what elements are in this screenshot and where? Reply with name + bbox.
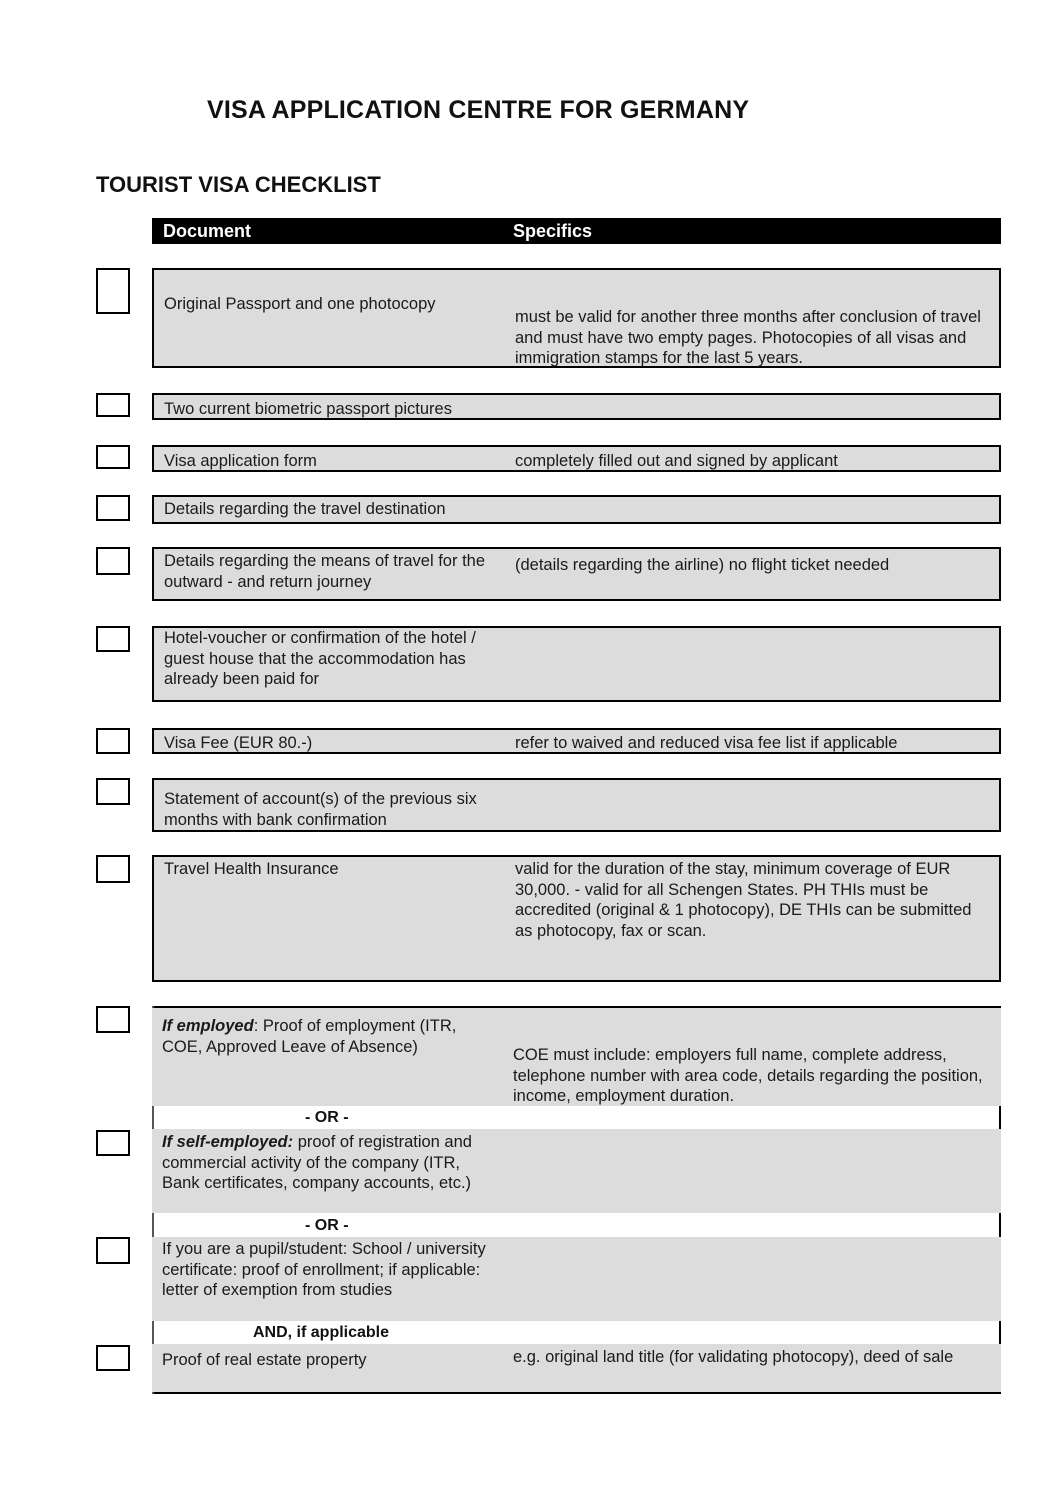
row-document: Details regarding the means of travel for the outward - and return journey — [164, 552, 486, 591]
employed-body: : Proof of employment (ITR, COE, Approved Leave of Absence) — [162, 1017, 457, 1056]
table-row — [152, 778, 1001, 832]
or-separator: - OR - — [305, 1217, 349, 1234]
table-row — [152, 393, 1001, 420]
checkbox-passport[interactable] — [96, 268, 130, 314]
row-document: Details regarding the travel destination — [164, 500, 446, 518]
table-row — [152, 495, 1001, 524]
checklist-title: TOURIST VISA CHECKLIST — [96, 172, 381, 197]
table-row — [152, 445, 1001, 472]
table-row — [152, 855, 1001, 982]
table-row — [152, 626, 1001, 702]
checkbox-application-form[interactable] — [96, 445, 130, 469]
checkbox-health-insurance[interactable] — [96, 855, 130, 883]
page-title: VISA APPLICATION CENTRE FOR GERMANY — [207, 96, 750, 124]
self-employed-text — [162, 1132, 492, 1194]
real-estate-specifics: e.g. original land title (for validating photocopy), deed of sale — [513, 1348, 954, 1366]
student-text: If you are a pupil/student: School / university certificate: proof of enrollment; if applicable: letter of exemption from studies — [162, 1240, 486, 1299]
checkbox-destination[interactable] — [96, 495, 130, 521]
checkbox-self-employed[interactable] — [96, 1130, 130, 1156]
self-employed-lead: If self-employed: — [162, 1133, 294, 1151]
checkbox-means-of-travel[interactable] — [96, 547, 130, 575]
column-document: Document — [163, 221, 252, 241]
checkbox-pictures[interactable] — [96, 393, 130, 417]
checkbox-hotel-voucher[interactable] — [96, 626, 130, 652]
row-specifics: (details regarding the airline) no flight ticket needed — [515, 556, 890, 574]
or-separator: - OR - — [305, 1109, 349, 1126]
row-document: Visa Fee (EUR 80.-) — [164, 734, 313, 752]
row-document: Statement of account(s) of the previous six months with bank confirmation — [164, 790, 477, 829]
and-if-applicable: AND, if applicable — [253, 1324, 390, 1341]
checkbox-student[interactable] — [96, 1237, 130, 1264]
real-estate-text: Proof of real estate property — [162, 1351, 367, 1369]
self-employed-body: proof of registration and commercial activity of the company (ITR, Bank certificates, company accounts, etc.) — [162, 1133, 472, 1192]
table-row — [152, 547, 1001, 601]
row-document: Hotel-voucher or confirmation of the hotel / guest house that the accommodation has already been paid for — [164, 629, 476, 688]
row-specifics: valid for the duration of the stay, minimum coverage of EUR 30,000. - valid for all Schengen States. PH THIs must be accredited (original & 1 photocopy), DE THIs can be submitted as photocopy, fax or scan. — [515, 860, 972, 940]
row-specifics: completely filled out and signed by applicant — [515, 452, 838, 470]
row-document: Visa application form — [164, 452, 317, 470]
table-header — [152, 218, 1001, 244]
employed-specifics: COE must include: employers full name, complete address, telephone number with area code, details regarding the position, income, employment duration. — [513, 1046, 983, 1105]
table-row — [152, 728, 1001, 754]
row-document: Original Passport and one photocopy — [164, 295, 436, 313]
row-specifics: refer to waived and reduced visa fee list if applicable — [515, 734, 898, 752]
row-document: Travel Health Insurance — [164, 860, 339, 878]
column-specifics: Specifics — [513, 221, 593, 241]
employed-lead: If employed — [162, 1017, 254, 1035]
checkbox-visa-fee[interactable] — [96, 728, 130, 754]
checkbox-employed[interactable] — [96, 1006, 130, 1033]
checkbox-bank-statement[interactable] — [96, 778, 130, 805]
employed-text — [162, 1016, 492, 1057]
table-row — [152, 268, 1001, 368]
row-specifics: must be valid for another three months after conclusion of travel and must have two empty pages. Photocopies of all visas and immigration stamps for the last 5 years. — [515, 308, 981, 367]
row-document: Two current biometric passport pictures — [164, 400, 452, 418]
checkbox-real-estate[interactable] — [96, 1345, 130, 1371]
